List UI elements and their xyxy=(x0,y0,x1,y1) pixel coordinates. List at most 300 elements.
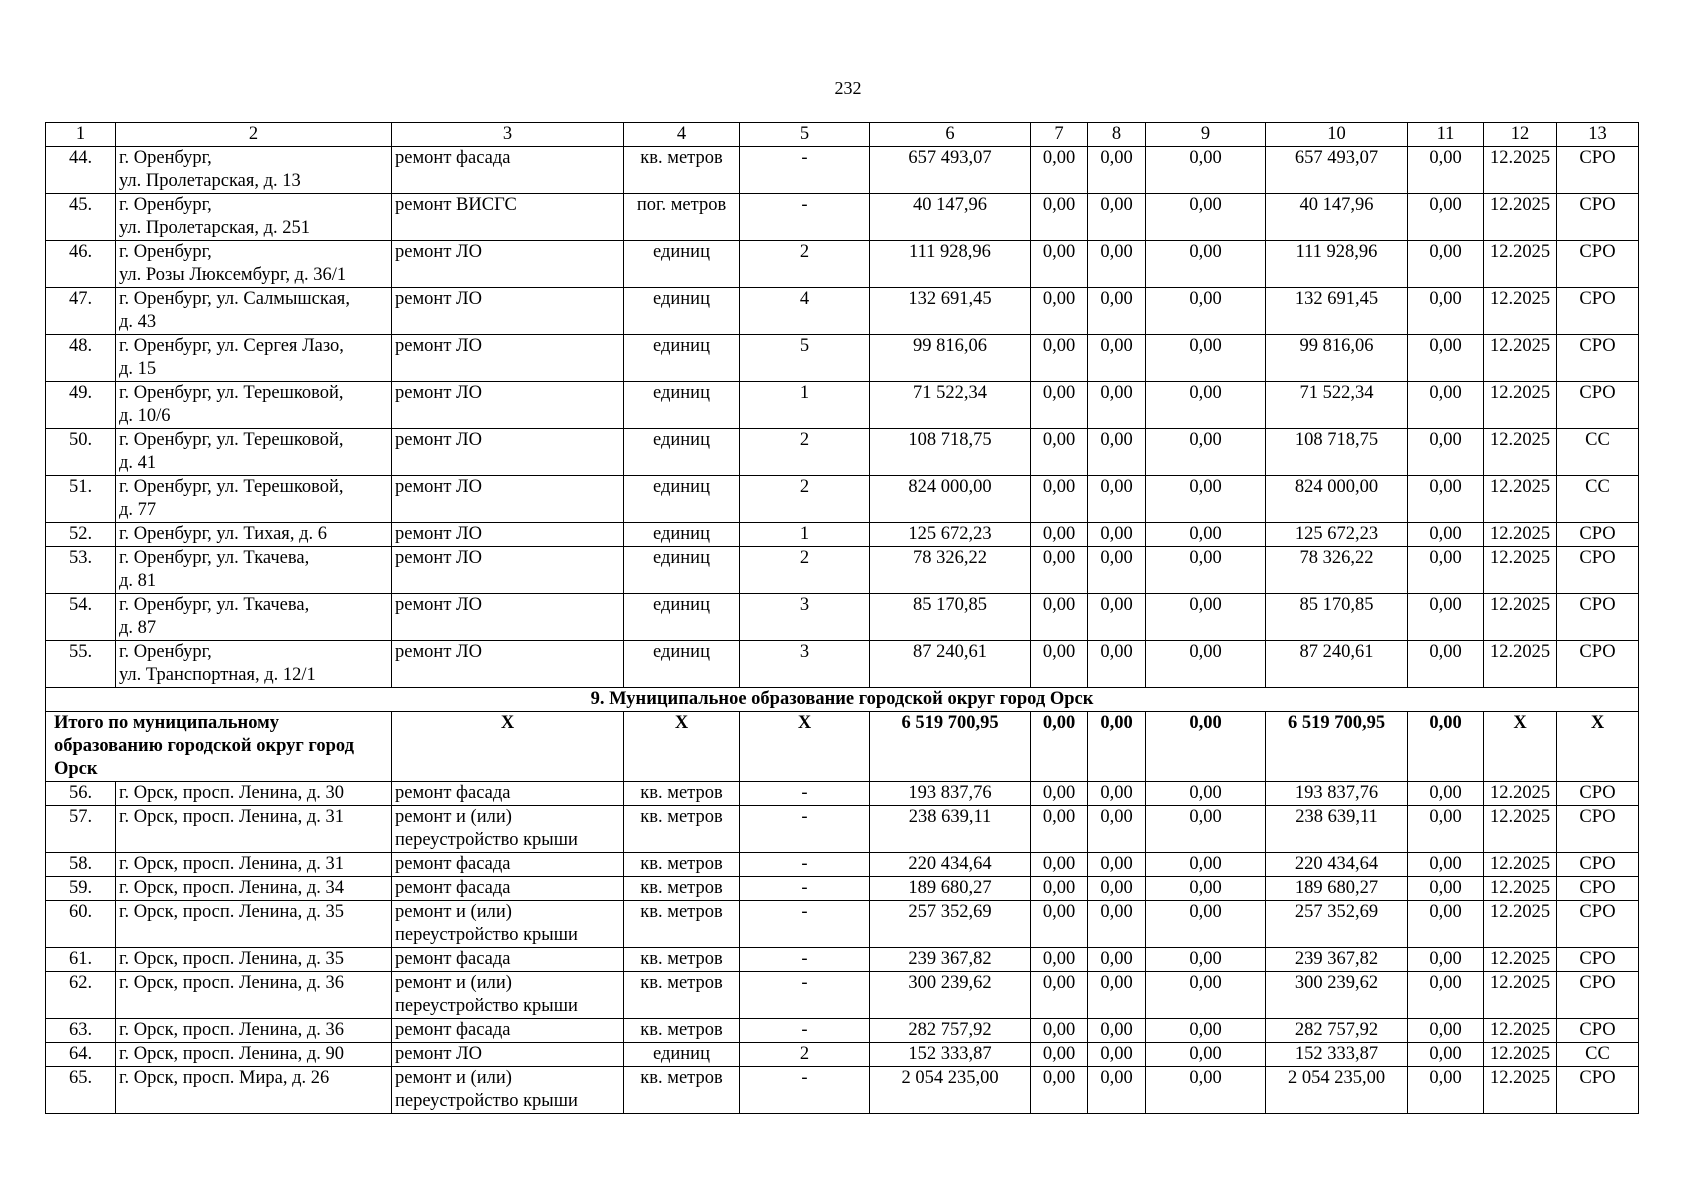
cell-work-type: ремонт фасада xyxy=(392,147,624,194)
cell-cost-fund: 0,00 xyxy=(1031,476,1088,523)
cell-unit: единиц xyxy=(624,288,740,335)
cell-cost-other: 0,00 xyxy=(1408,972,1484,1019)
cell-deadline: 12.2025 xyxy=(1484,972,1557,1019)
table-row xyxy=(46,382,1639,429)
orsk-rows xyxy=(46,782,1639,1114)
cell-cost-owners: 78 326,22 xyxy=(1266,547,1408,594)
cell-row-number: 60. xyxy=(46,901,116,948)
cell-cost-local: 0,00 xyxy=(1146,523,1266,547)
cell-total-cost: 85 170,85 xyxy=(870,594,1031,641)
cell-total-cost: 257 352,69 xyxy=(870,901,1031,948)
cell-total-cost: 71 522,34 xyxy=(870,382,1031,429)
cell-address: г. Орск, просп. Ленина, д. 31 xyxy=(116,806,392,853)
cell-method: СРО xyxy=(1557,782,1639,806)
cell-cost-other: 0,00 xyxy=(1408,335,1484,382)
cell-cost-other: 0,00 xyxy=(1408,782,1484,806)
table-row xyxy=(46,877,1639,901)
cell-total-cost: 108 718,75 xyxy=(870,429,1031,476)
page-number: 232 xyxy=(834,78,862,98)
cell-unit: кв. метров xyxy=(624,806,740,853)
cell-cost-local: 0,00 xyxy=(1146,194,1266,241)
cell-cost-local: 0,00 xyxy=(1146,147,1266,194)
table-row xyxy=(46,853,1639,877)
cell-work-type: ремонт ЛО xyxy=(392,382,624,429)
cell-row-number: 52. xyxy=(46,523,116,547)
cell-address: г. Орск, просп. Ленина, д. 31 xyxy=(116,853,392,877)
cell-quantity: - xyxy=(740,194,870,241)
cell-cost-local: 0,00 xyxy=(1146,877,1266,901)
table-row xyxy=(46,948,1639,972)
cell-deadline: 12.2025 xyxy=(1484,853,1557,877)
cell-method: СРО xyxy=(1557,594,1639,641)
cell-quantity: 2 xyxy=(740,1043,870,1067)
cell-cost-owners: 125 672,23 xyxy=(1266,523,1408,547)
cell-method: СРО xyxy=(1557,972,1639,1019)
cell-unit: единиц xyxy=(624,241,740,288)
table-row xyxy=(46,288,1639,335)
cell-row-number: 64. xyxy=(46,1043,116,1067)
cell-address: г. Орск, просп. Ленина, д. 34 xyxy=(116,877,392,901)
table-row xyxy=(46,901,1639,948)
cell-quantity: - xyxy=(740,1067,870,1114)
cell-cost-fund: 0,00 xyxy=(1031,782,1088,806)
cell-deadline: 12.2025 xyxy=(1484,1019,1557,1043)
cell-deadline: 12.2025 xyxy=(1484,382,1557,429)
cell-address: г. Оренбург, ул. Сергея Лазо, д. 15 xyxy=(116,335,392,382)
cell-cost-fund: 0,00 xyxy=(1031,853,1088,877)
cell-cost-fund: 0,00 xyxy=(1031,641,1088,688)
cell-method: СРО xyxy=(1557,1067,1639,1114)
cell-quantity: 5 xyxy=(740,335,870,382)
total-value-4: X xyxy=(624,712,740,782)
cell-deadline: 12.2025 xyxy=(1484,476,1557,523)
cell-quantity: 4 xyxy=(740,288,870,335)
cell-row-number: 61. xyxy=(46,948,116,972)
cell-work-type: ремонт ЛО xyxy=(392,1043,624,1067)
cell-total-cost: 2 054 235,00 xyxy=(870,1067,1031,1114)
cell-cost-fund: 0,00 xyxy=(1031,948,1088,972)
cell-quantity: - xyxy=(740,877,870,901)
cell-total-cost: 111 928,96 xyxy=(870,241,1031,288)
cell-unit: кв. метров xyxy=(624,782,740,806)
cell-total-cost: 40 147,96 xyxy=(870,194,1031,241)
cell-cost-budget: 0,00 xyxy=(1088,901,1146,948)
cell-cost-budget: 0,00 xyxy=(1088,877,1146,901)
cell-cost-budget: 0,00 xyxy=(1088,288,1146,335)
cell-address: г. Оренбург, ул. Розы Люксембург, д. 36/1 xyxy=(116,241,392,288)
column-number-12: 12 xyxy=(1484,123,1557,147)
cell-address: г. Оренбург, ул. Пролетарская, д. 13 xyxy=(116,147,392,194)
cell-deadline: 12.2025 xyxy=(1484,335,1557,382)
cell-cost-local: 0,00 xyxy=(1146,241,1266,288)
cell-method: СРО xyxy=(1557,948,1639,972)
cell-cost-other: 0,00 xyxy=(1408,147,1484,194)
cell-cost-local: 0,00 xyxy=(1146,547,1266,594)
cell-work-type: ремонт ЛО xyxy=(392,547,624,594)
cell-method: СС xyxy=(1557,476,1639,523)
cell-cost-fund: 0,00 xyxy=(1031,547,1088,594)
cell-cost-local: 0,00 xyxy=(1146,335,1266,382)
cell-deadline: 12.2025 xyxy=(1484,523,1557,547)
cell-cost-other: 0,00 xyxy=(1408,1067,1484,1114)
cell-cost-local: 0,00 xyxy=(1146,382,1266,429)
total-value-5: X xyxy=(740,712,870,782)
cell-cost-owners: 2 054 235,00 xyxy=(1266,1067,1408,1114)
cell-unit: единиц xyxy=(624,547,740,594)
table-row xyxy=(46,1067,1639,1114)
cell-method: СРО xyxy=(1557,241,1639,288)
cell-method: СРО xyxy=(1557,147,1639,194)
cell-deadline: 12.2025 xyxy=(1484,1067,1557,1114)
cell-cost-budget: 0,00 xyxy=(1088,241,1146,288)
cell-cost-fund: 0,00 xyxy=(1031,382,1088,429)
table-row xyxy=(46,1043,1639,1067)
cell-cost-owners: 239 367,82 xyxy=(1266,948,1408,972)
cell-address: г. Орск, просп. Ленина, д. 35 xyxy=(116,948,392,972)
cell-address: г. Орск, просп. Ленина, д. 36 xyxy=(116,972,392,1019)
cell-cost-fund: 0,00 xyxy=(1031,523,1088,547)
cell-method: СРО xyxy=(1557,288,1639,335)
total-value-3: X xyxy=(392,712,624,782)
cell-row-number: 62. xyxy=(46,972,116,1019)
cell-cost-owners: 71 522,34 xyxy=(1266,382,1408,429)
cell-row-number: 51. xyxy=(46,476,116,523)
cell-address: г. Орск, просп. Ленина, д. 36 xyxy=(116,1019,392,1043)
cell-unit: кв. метров xyxy=(624,901,740,948)
total-row xyxy=(46,712,1639,782)
cell-work-type: ремонт ЛО xyxy=(392,288,624,335)
cell-quantity: 2 xyxy=(740,429,870,476)
cell-method: СС xyxy=(1557,429,1639,476)
total-label: Итого по муниципальному образованию городской округ город Орск xyxy=(46,712,392,782)
cell-deadline: 12.2025 xyxy=(1484,877,1557,901)
cell-row-number: 65. xyxy=(46,1067,116,1114)
column-number-2: 2 xyxy=(116,123,392,147)
cell-address: г. Оренбург, ул. Тихая, д. 6 xyxy=(116,523,392,547)
cell-work-type: ремонт ЛО xyxy=(392,429,624,476)
cell-method: СРО xyxy=(1557,335,1639,382)
cell-cost-local: 0,00 xyxy=(1146,476,1266,523)
cell-total-cost: 193 837,76 xyxy=(870,782,1031,806)
total-value-12: X xyxy=(1484,712,1557,782)
cell-cost-fund: 0,00 xyxy=(1031,1067,1088,1114)
cell-unit: кв. метров xyxy=(624,1067,740,1114)
column-number-11: 11 xyxy=(1408,123,1484,147)
cell-deadline: 12.2025 xyxy=(1484,288,1557,335)
cell-cost-owners: 152 333,87 xyxy=(1266,1043,1408,1067)
cell-cost-owners: 238 639,11 xyxy=(1266,806,1408,853)
cell-method: СРО xyxy=(1557,382,1639,429)
cell-cost-fund: 0,00 xyxy=(1031,972,1088,1019)
cell-cost-fund: 0,00 xyxy=(1031,594,1088,641)
cell-method: СРО xyxy=(1557,641,1639,688)
cell-cost-other: 0,00 xyxy=(1408,288,1484,335)
cell-cost-local: 0,00 xyxy=(1146,806,1266,853)
cell-method: СРО xyxy=(1557,547,1639,594)
cell-row-number: 54. xyxy=(46,594,116,641)
section-row xyxy=(46,688,1639,712)
cell-cost-owners: 40 147,96 xyxy=(1266,194,1408,241)
cell-row-number: 59. xyxy=(46,877,116,901)
cell-row-number: 56. xyxy=(46,782,116,806)
cell-cost-local: 0,00 xyxy=(1146,641,1266,688)
cell-work-type: ремонт фасада xyxy=(392,877,624,901)
cell-total-cost: 125 672,23 xyxy=(870,523,1031,547)
cell-cost-budget: 0,00 xyxy=(1088,972,1146,1019)
cell-quantity: 3 xyxy=(740,594,870,641)
table-row xyxy=(46,194,1639,241)
cell-quantity: 1 xyxy=(740,523,870,547)
cell-work-type: ремонт ЛО xyxy=(392,335,624,382)
cell-total-cost: 824 000,00 xyxy=(870,476,1031,523)
cell-cost-local: 0,00 xyxy=(1146,948,1266,972)
table-row xyxy=(46,476,1639,523)
cell-deadline: 12.2025 xyxy=(1484,194,1557,241)
cell-address: г. Орск, просп. Ленина, д. 30 xyxy=(116,782,392,806)
cell-cost-fund: 0,00 xyxy=(1031,147,1088,194)
cell-deadline: 12.2025 xyxy=(1484,641,1557,688)
total-value-7: 0,00 xyxy=(1031,712,1088,782)
cell-quantity: - xyxy=(740,901,870,948)
cell-method: СРО xyxy=(1557,523,1639,547)
cell-quantity: 2 xyxy=(740,241,870,288)
cell-quantity: - xyxy=(740,948,870,972)
cell-cost-owners: 132 691,45 xyxy=(1266,288,1408,335)
cell-cost-other: 0,00 xyxy=(1408,382,1484,429)
cell-total-cost: 189 680,27 xyxy=(870,877,1031,901)
column-number-8: 8 xyxy=(1088,123,1146,147)
cell-cost-local: 0,00 xyxy=(1146,1067,1266,1114)
cell-cost-owners: 189 680,27 xyxy=(1266,877,1408,901)
cell-cost-local: 0,00 xyxy=(1146,1019,1266,1043)
cell-cost-other: 0,00 xyxy=(1408,948,1484,972)
cell-row-number: 58. xyxy=(46,853,116,877)
cell-row-number: 55. xyxy=(46,641,116,688)
cell-cost-fund: 0,00 xyxy=(1031,429,1088,476)
cell-cost-other: 0,00 xyxy=(1408,523,1484,547)
cell-cost-fund: 0,00 xyxy=(1031,1019,1088,1043)
cell-quantity: 2 xyxy=(740,547,870,594)
cell-address: г. Оренбург, ул. Транспортная, д. 12/1 xyxy=(116,641,392,688)
cell-cost-budget: 0,00 xyxy=(1088,641,1146,688)
cell-quantity: 1 xyxy=(740,382,870,429)
cell-cost-owners: 282 757,92 xyxy=(1266,1019,1408,1043)
cell-quantity: - xyxy=(740,972,870,1019)
cell-unit: кв. метров xyxy=(624,1019,740,1043)
table-row xyxy=(46,641,1639,688)
cell-unit: единиц xyxy=(624,476,740,523)
cell-address: г. Оренбург, ул. Ткачева, д. 87 xyxy=(116,594,392,641)
cell-cost-other: 0,00 xyxy=(1408,429,1484,476)
cell-method: СРО xyxy=(1557,1019,1639,1043)
cell-address: г. Орск, просп. Ленина, д. 35 xyxy=(116,901,392,948)
cell-unit: пог. метров xyxy=(624,194,740,241)
cell-cost-other: 0,00 xyxy=(1408,901,1484,948)
cell-cost-budget: 0,00 xyxy=(1088,594,1146,641)
total-value-11: 0,00 xyxy=(1408,712,1484,782)
cell-unit: кв. метров xyxy=(624,147,740,194)
cell-cost-other: 0,00 xyxy=(1408,547,1484,594)
cell-cost-owners: 220 434,64 xyxy=(1266,853,1408,877)
cell-method: СРО xyxy=(1557,901,1639,948)
table-row xyxy=(46,429,1639,476)
cell-quantity: 2 xyxy=(740,476,870,523)
column-number-13: 13 xyxy=(1557,123,1639,147)
cell-total-cost: 238 639,11 xyxy=(870,806,1031,853)
cell-quantity: - xyxy=(740,853,870,877)
cell-unit: кв. метров xyxy=(624,948,740,972)
cell-work-type: ремонт ЛО xyxy=(392,641,624,688)
cell-row-number: 63. xyxy=(46,1019,116,1043)
cell-total-cost: 282 757,92 xyxy=(870,1019,1031,1043)
cell-cost-other: 0,00 xyxy=(1408,1043,1484,1067)
column-number-1: 1 xyxy=(46,123,116,147)
cell-cost-owners: 99 816,06 xyxy=(1266,335,1408,382)
table-row xyxy=(46,335,1639,382)
cell-cost-other: 0,00 xyxy=(1408,806,1484,853)
cell-cost-budget: 0,00 xyxy=(1088,429,1146,476)
cell-deadline: 12.2025 xyxy=(1484,806,1557,853)
cell-cost-local: 0,00 xyxy=(1146,901,1266,948)
cell-cost-budget: 0,00 xyxy=(1088,476,1146,523)
cell-work-type: ремонт ЛО xyxy=(392,241,624,288)
column-number-10: 10 xyxy=(1266,123,1408,147)
cell-work-type: ремонт и (или) переустройство крыши xyxy=(392,901,624,948)
cell-address: г. Оренбург, ул. Ткачева, д. 81 xyxy=(116,547,392,594)
table-row xyxy=(46,547,1639,594)
cell-cost-budget: 0,00 xyxy=(1088,1043,1146,1067)
cell-address: г. Оренбург, ул. Пролетарская, д. 251 xyxy=(116,194,392,241)
cell-unit: единиц xyxy=(624,382,740,429)
column-number-6: 6 xyxy=(870,123,1031,147)
table-row xyxy=(46,241,1639,288)
cell-row-number: 47. xyxy=(46,288,116,335)
repair-register-table xyxy=(45,122,1639,1114)
cell-address: г. Оренбург, ул. Терешковой, д. 10/6 xyxy=(116,382,392,429)
cell-cost-fund: 0,00 xyxy=(1031,335,1088,382)
column-number-row xyxy=(46,123,1639,147)
section-title: 9. Муниципальное образование городской округ город Орск xyxy=(46,688,1639,712)
cell-total-cost: 239 367,82 xyxy=(870,948,1031,972)
cell-unit: единиц xyxy=(624,1043,740,1067)
cell-work-type: ремонт и (или) переустройство крыши xyxy=(392,972,624,1019)
cell-row-number: 45. xyxy=(46,194,116,241)
cell-method: СРО xyxy=(1557,853,1639,877)
cell-cost-owners: 87 240,61 xyxy=(1266,641,1408,688)
cell-quantity: - xyxy=(740,782,870,806)
table-row xyxy=(46,1019,1639,1043)
cell-deadline: 12.2025 xyxy=(1484,782,1557,806)
total-value-10: 6 519 700,95 xyxy=(1266,712,1408,782)
cell-method: СРО xyxy=(1557,194,1639,241)
cell-cost-local: 0,00 xyxy=(1146,782,1266,806)
cell-cost-budget: 0,00 xyxy=(1088,1067,1146,1114)
cell-address: г. Оренбург, ул. Терешковой, д. 41 xyxy=(116,429,392,476)
cell-address: г. Орск, просп. Мира, д. 26 xyxy=(116,1067,392,1114)
total-value-9: 0,00 xyxy=(1146,712,1266,782)
cell-method: СС xyxy=(1557,1043,1639,1067)
cell-row-number: 53. xyxy=(46,547,116,594)
cell-total-cost: 300 239,62 xyxy=(870,972,1031,1019)
cell-unit: единиц xyxy=(624,641,740,688)
cell-cost-budget: 0,00 xyxy=(1088,782,1146,806)
table-row xyxy=(46,806,1639,853)
cell-cost-local: 0,00 xyxy=(1146,594,1266,641)
cell-total-cost: 132 691,45 xyxy=(870,288,1031,335)
cell-unit: кв. метров xyxy=(624,972,740,1019)
orenburg-rows xyxy=(46,147,1639,688)
cell-deadline: 12.2025 xyxy=(1484,1043,1557,1067)
cell-unit: кв. метров xyxy=(624,877,740,901)
cell-cost-budget: 0,00 xyxy=(1088,523,1146,547)
cell-cost-other: 0,00 xyxy=(1408,877,1484,901)
cell-work-type: ремонт и (или) переустройство крыши xyxy=(392,1067,624,1114)
cell-row-number: 57. xyxy=(46,806,116,853)
cell-cost-fund: 0,00 xyxy=(1031,1043,1088,1067)
cell-work-type: ремонт фасада xyxy=(392,948,624,972)
cell-cost-budget: 0,00 xyxy=(1088,948,1146,972)
cell-cost-other: 0,00 xyxy=(1408,1019,1484,1043)
cell-unit: единиц xyxy=(624,594,740,641)
cell-total-cost: 220 434,64 xyxy=(870,853,1031,877)
column-number-5: 5 xyxy=(740,123,870,147)
cell-row-number: 49. xyxy=(46,382,116,429)
cell-work-type: ремонт фасада xyxy=(392,1019,624,1043)
cell-cost-budget: 0,00 xyxy=(1088,547,1146,594)
cell-cost-fund: 0,00 xyxy=(1031,901,1088,948)
cell-total-cost: 657 493,07 xyxy=(870,147,1031,194)
column-number-4: 4 xyxy=(624,123,740,147)
cell-row-number: 48. xyxy=(46,335,116,382)
cell-cost-budget: 0,00 xyxy=(1088,335,1146,382)
cell-total-cost: 99 816,06 xyxy=(870,335,1031,382)
cell-quantity: - xyxy=(740,147,870,194)
cell-cost-other: 0,00 xyxy=(1408,194,1484,241)
cell-cost-owners: 111 928,96 xyxy=(1266,241,1408,288)
cell-deadline: 12.2025 xyxy=(1484,429,1557,476)
cell-cost-local: 0,00 xyxy=(1146,972,1266,1019)
cell-work-type: ремонт и (или) переустройство крыши xyxy=(392,806,624,853)
cell-cost-budget: 0,00 xyxy=(1088,382,1146,429)
cell-address: г. Орск, просп. Ленина, д. 90 xyxy=(116,1043,392,1067)
cell-unit: единиц xyxy=(624,523,740,547)
cell-total-cost: 87 240,61 xyxy=(870,641,1031,688)
cell-cost-owners: 108 718,75 xyxy=(1266,429,1408,476)
cell-cost-fund: 0,00 xyxy=(1031,194,1088,241)
cell-quantity: - xyxy=(740,1019,870,1043)
cell-cost-owners: 300 239,62 xyxy=(1266,972,1408,1019)
table-row xyxy=(46,523,1639,547)
cell-cost-owners: 657 493,07 xyxy=(1266,147,1408,194)
cell-cost-other: 0,00 xyxy=(1408,594,1484,641)
table-row xyxy=(46,972,1639,1019)
cell-work-type: ремонт фасада xyxy=(392,782,624,806)
column-number-7: 7 xyxy=(1031,123,1088,147)
cell-cost-owners: 824 000,00 xyxy=(1266,476,1408,523)
cell-deadline: 12.2025 xyxy=(1484,241,1557,288)
cell-cost-budget: 0,00 xyxy=(1088,1019,1146,1043)
cell-cost-budget: 0,00 xyxy=(1088,853,1146,877)
cell-row-number: 46. xyxy=(46,241,116,288)
cell-cost-owners: 85 170,85 xyxy=(1266,594,1408,641)
cell-address: г. Оренбург, ул. Терешковой, д. 77 xyxy=(116,476,392,523)
cell-quantity: - xyxy=(740,806,870,853)
cell-unit: единиц xyxy=(624,335,740,382)
total-value-13: X xyxy=(1557,712,1639,782)
cell-method: СРО xyxy=(1557,806,1639,853)
cell-cost-owners: 257 352,69 xyxy=(1266,901,1408,948)
cell-deadline: 12.2025 xyxy=(1484,901,1557,948)
